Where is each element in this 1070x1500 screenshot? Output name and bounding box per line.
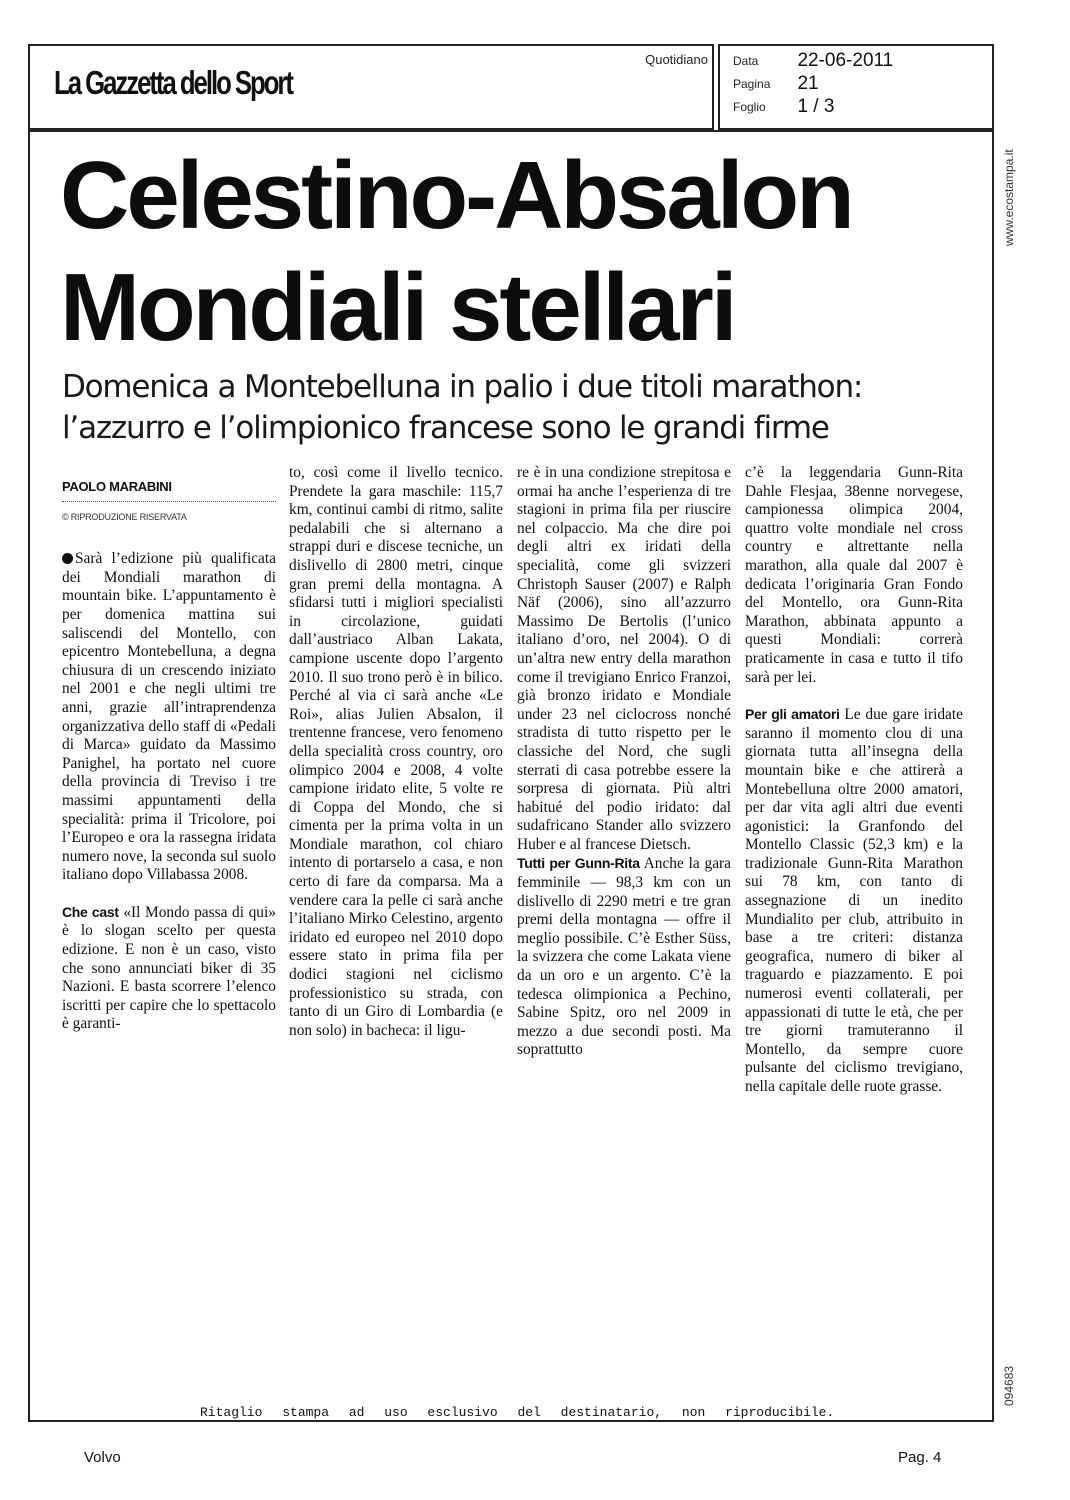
rights-notice: © RIPRODUZIONE RISERVATA <box>62 511 187 522</box>
meta-date-value: 22-06-2011 <box>797 50 894 71</box>
column-2 <box>289 464 503 1040</box>
website-vertical: www.ecostampa.it <box>1002 149 1016 246</box>
paragraph <box>745 705 963 1096</box>
meta-page <box>733 73 819 95</box>
paragraph <box>62 903 276 1034</box>
meta-sheet-label: Foglio <box>733 100 766 114</box>
col3-text-2: Anche la gara femminile — 98,3 km con un dislivello di 2290 metri e tre gran premi della montagna — offre il meglio possibile. C’è Esther Süss, la svizzera che come Lakata viene da un oro e un argento. C’è la tedesca olimpionica a Pechino, Sabine Spitz, oro nel 2009 in mezzo a due secondi posti. Ma soprattutto <box>517 855 731 1059</box>
masthead: La Gazzetta dello Sport <box>54 64 292 101</box>
col4-text-2: Le due gare iridate saranno il momento clou di una giornata tutta all’insegna della mountain bike e che attirerà a Montebelluna oltre 2000 amatori, per dar vita agli altri due eventi agonistici: la Granfondo del Montello Classic (52,3 km) e la tradizionale Gunn-Rita Marathon sui 78 km, con tanto di assegnazione di un inedito Mundialito per club, attribuito in base a tre criteri: distanza geografica, numero di biker al traguardo e piazzamento. E poi numerosi eventi collaterali, per appassionati di tutte le età, che per tre giorni tramuteranno il Montello, da sempre cuore pulsante del ciclismo trevigiano, nella capitale delle ruote grasse. <box>745 706 963 1095</box>
publication-type: Quotidiano <box>645 52 708 67</box>
meta-page-value: 21 <box>797 73 819 94</box>
page-number: Pag. 4 <box>898 1449 942 1466</box>
code-vertical: 094683 <box>1002 1365 1016 1406</box>
meta-sheet-value: 1 / 3 <box>797 96 835 117</box>
bullet-icon <box>62 553 73 564</box>
byline-divider <box>62 501 276 502</box>
subhead-line-1: Domenica a Montebelluna in palio i due titoli marathon: <box>62 369 863 405</box>
meta-sheet <box>733 96 834 118</box>
headline <box>60 140 960 364</box>
clipping-note: Ritaglio stampa ad uso esclusivo del destinatario, non riproducibile. <box>200 1405 835 1420</box>
col1-text-1: Sarà l’edizione più qualificata dei Mondiali marathon di mountain bike. L’appuntamento è per domenica mattina sui saliscendi del Montello, con epicentro Montebelluna, a degna chiusura di un crescendo iniziato nel 2001 e che negli ultimi tre anni, grazie all’intraprendenza organizzativa dello staff di «Pedali di Marca» guidato da Massimo Panighel, ha portato nel cuore della provincia di Treviso i tre massimi appuntamenti della specialità: prima il Tricolore, poi l’Europeo e ora la rassegna iridata numero nove, la seconda sul suolo italiano dopo Villabassa 2008. <box>62 550 276 884</box>
headline-line-1: Celestino-Absalon <box>60 142 852 249</box>
subhead-line-2: l’azzurro e l’olimpionico francese sono le grandi firme <box>62 410 829 446</box>
column-3 <box>517 464 731 1060</box>
client-name: Volvo <box>84 1449 121 1466</box>
headline-line-2: Mondiali stellari <box>60 254 735 361</box>
column-1 <box>62 464 276 1034</box>
section-lead-cast: Che cast <box>62 903 119 920</box>
col3-text-1: re è in una condizione strepitosa e ormai ha anche l’esperienza di tre stagioni in prima fila per riuscire nel colpaccio. Ma che dire poi degli altri ex iridati della specialità, come gli svizzeri Christoph Sauser (2007) e Ralph Näf (2006), sino all’azzurro Massimo De Bertolis (l’unico italiano d’oro, nel 2004). O di un’altra new entry della marathon come il trevigiano Enrico Franzoi, già bronzo iridato e Mondiale under 23 nel ciclocross nonché stradista di tutto rispetto per le classiche del Nord, che sugli sterrati di casa potrebbe essere la sorpresa di giornata. Più altri habitué del podio iridato: dal sudafricano Stander allo svizzero Huber e al francese Dietsch. <box>517 464 731 853</box>
section-lead-amatori: Per gli amatori <box>745 706 840 723</box>
col1-text-2: «Il Mondo passa di qui» è lo slogan scelto per questa edizione. E non è un caso, visto che sono annunciati biker di 35 Nazioni. E basta scorrere l’elenco iscritti per capire che lo spettacolo è garanti- <box>62 903 276 1033</box>
paragraph <box>62 550 276 885</box>
col4-text-1: c’è la leggendaria Gunn-Rita Dahle Flesjaa, 38enne norvegese, campionessa olimpica 2004, quattro volte mondiale nel cross country e altrettante nella marathon, alla quale dal 2007 è dedicata l’originaria Gran Fondo del Montello, ora Gunn-Rita Marathon, abbinata appunto a questi Mondiali: correrà praticamente in casa e tutto il tifo sarà per lei. <box>745 464 963 686</box>
byline: PAOLO MARABINI <box>62 479 172 494</box>
subheadline <box>62 367 962 449</box>
meta-page-label: Pagina <box>733 77 771 91</box>
meta-date-label: Data <box>733 54 759 68</box>
meta-date <box>733 50 893 72</box>
section-lead-gunn-rita: Tutti per Gunn-Rita <box>517 855 640 872</box>
column-4 <box>745 464 963 1097</box>
col2-text: to, così come il livello tecnico. Prendete la gara maschile: 115,7 km, continui cambi di ritmo, salite pedalabili che si alternano a strappi duri e discese tecniche, un dislivello di 2800 metri, cinque gran premi della montagna. A sfidarsi tutti i migliori specialisti in circolazione, guidati dall’austriaco Alban Lakata, campione uscente dopo l’argento 2010. Il suo trono però è in bilico. Perché al via ci sarà anche «Le Roi», alias Julien Absalon, il trentenne francese, vero fenomeno della specialità cross country, oro olimpico 2004 e 2008, 4 volte campione iridato elite, 5 volte re di Coppa del Mondo, che si cimenta per la prima volta in un Mondiale marathon, col chiaro intento di portarselo a casa, e non certo di fare da comparsa. Ma a vendere cara la pelle ci sarà anche l’italiano Mirko Celestino, argento iridato ed europeo nel 2010 dopo essere stato in prima fila per dodici stagioni nel ciclismo professionistico su strada, con tanto di un Giro di Lombardia (e non solo) in bacheca: il ligu- <box>289 464 503 1039</box>
paragraph <box>517 854 731 1060</box>
